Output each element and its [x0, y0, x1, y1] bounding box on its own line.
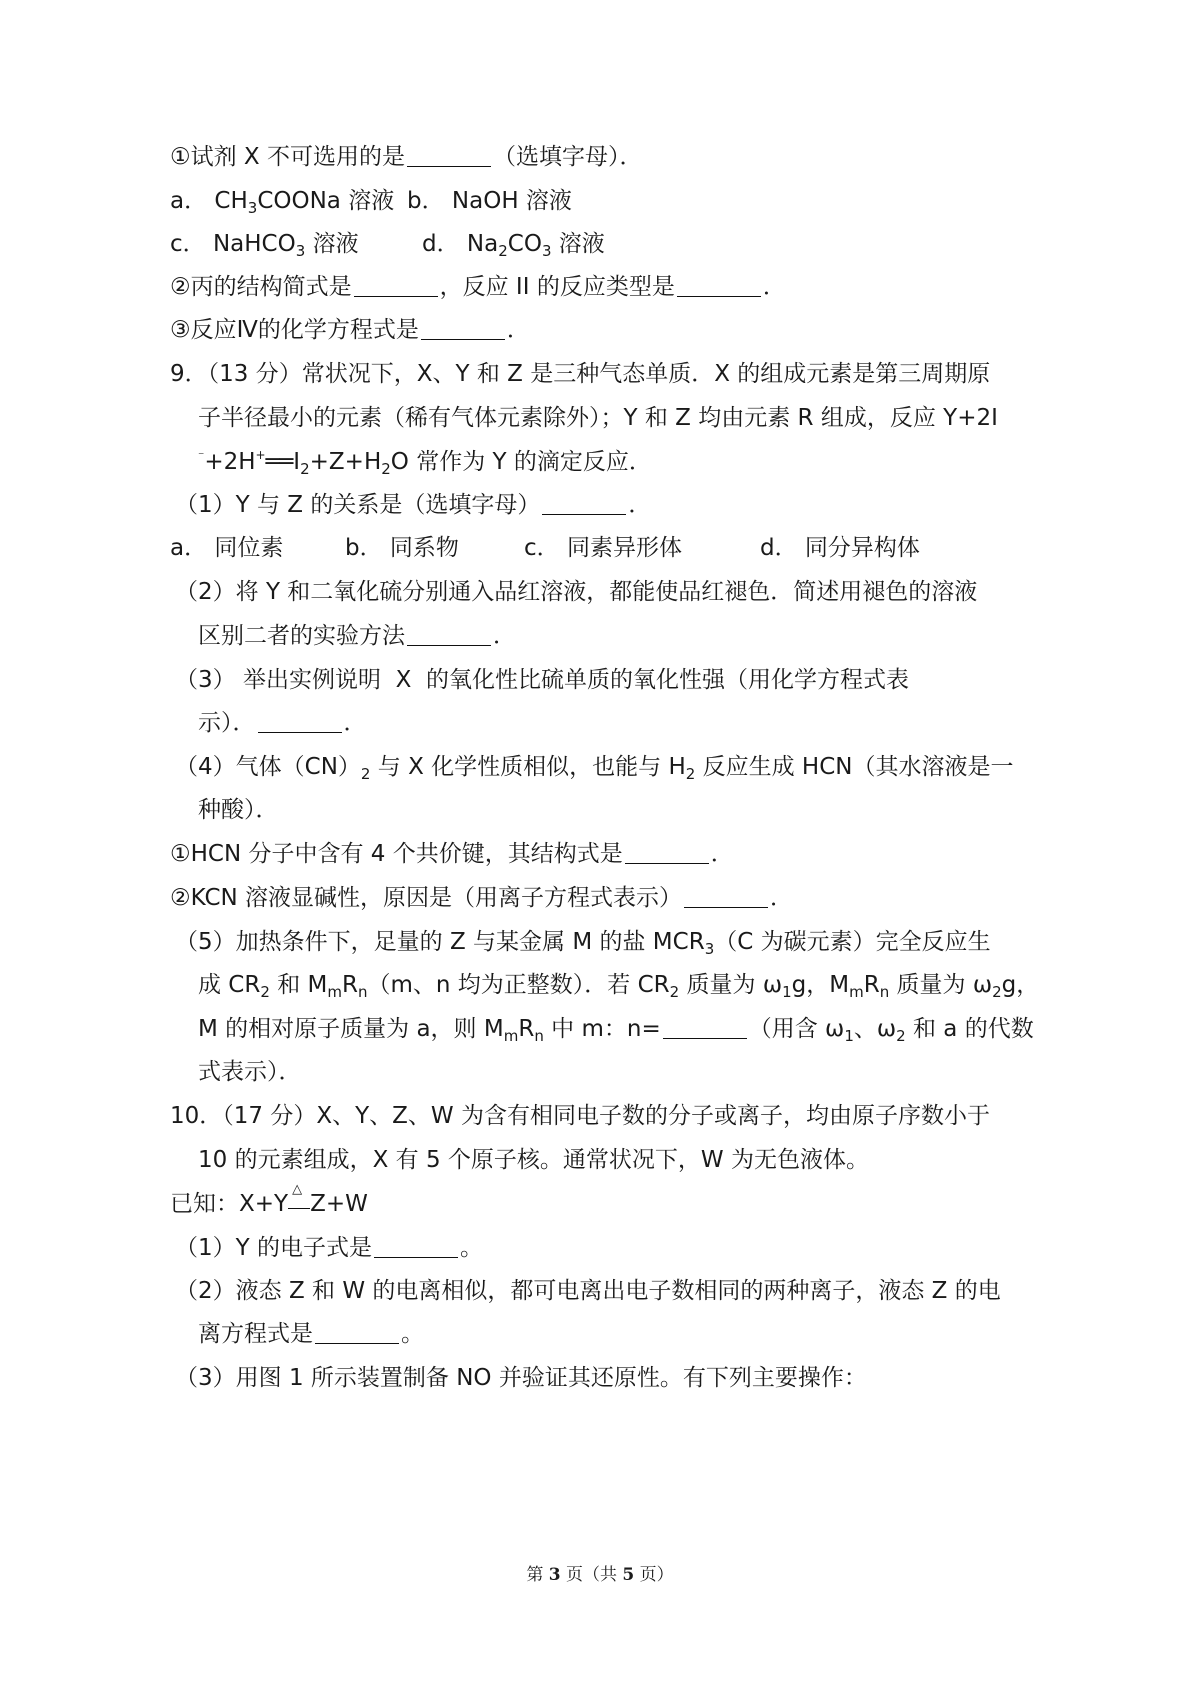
- q9-part-3-cont: [198, 708, 367, 738]
- question-10-line-2: [198, 1145, 869, 1175]
- answer-blank: [407, 144, 491, 167]
- text: 溶液: [551, 231, 605, 257]
- text: R: [863, 972, 880, 998]
- q9-part-4-item-2: [170, 883, 793, 913]
- subscript: 2: [300, 460, 310, 478]
- q9-part-5-cont-1: [198, 970, 1039, 1000]
- subscript: 3: [704, 940, 715, 958]
- q10-part-2: [175, 1276, 1001, 1306]
- text: ②丙的结构简式是: [170, 274, 352, 300]
- q9-part-5: [175, 927, 991, 957]
- text: （用含 ω: [748, 1016, 845, 1042]
- q10-part-1: [175, 1233, 483, 1263]
- q9-part-5-cont-3: [198, 1057, 302, 1087]
- answer-blank: [421, 317, 505, 340]
- text: ①HCN 分子中含有 4 个共价键，其结构式是: [170, 841, 623, 867]
- text: 反应生成 HCN（其水溶液是一: [695, 754, 1014, 780]
- text: R: [518, 1016, 535, 1042]
- text: +Z+H: [309, 449, 382, 475]
- text: 中 m：n=: [543, 1016, 661, 1042]
- text: （2）液态 Z 和 W 的电离相似，都可电离出电子数相同的两种离子，液态 Z 的电: [175, 1278, 1001, 1304]
- text: （m、n 均为正整数）．若 CR: [367, 972, 670, 998]
- subscript: 2: [381, 460, 391, 478]
- q9-part-1: [175, 490, 651, 520]
- subscript: n: [879, 983, 890, 1001]
- text: （4）气体（CN）: [175, 754, 361, 780]
- text: 质量为 ω: [679, 972, 783, 998]
- text: 、ω: [853, 1016, 897, 1042]
- q9-part-4-cont: [198, 795, 279, 825]
- text: （选填字母）．: [493, 144, 643, 170]
- answer-blank: [315, 1321, 399, 1344]
- text: a． 同位素: [170, 535, 284, 561]
- page-footer: [0, 1560, 1200, 1585]
- text: ．: [762, 274, 786, 300]
- subscript: 3: [295, 242, 306, 260]
- text: 成 CR: [198, 972, 261, 998]
- text: ．: [710, 841, 734, 867]
- subscript: 3: [247, 199, 258, 217]
- footer-text: 第: [526, 1565, 549, 1585]
- text: b． 同系物: [345, 535, 459, 561]
- text: 离方程式是: [198, 1321, 313, 1347]
- text: g，: [1001, 972, 1040, 998]
- text: （C 为碳元素）完全反应生: [714, 929, 991, 955]
- footer-text: 页）: [634, 1565, 674, 1585]
- answer-blank: [677, 274, 761, 297]
- text: ══I: [265, 449, 301, 475]
- text: 和 a 的代数: [905, 1016, 1034, 1042]
- text: 。: [401, 1321, 424, 1347]
- text: ③反应Ⅳ的化学方程式是: [170, 317, 419, 343]
- option-c: c． NaHCO: [170, 231, 296, 257]
- delta-icon: △: [292, 1182, 303, 1197]
- text: 种酸）．: [198, 797, 279, 823]
- line-2: [170, 186, 394, 216]
- text: 子半径最小的元素（稀有气体元素除外）；Y 和 Z 均由元素 R 组成，反应 Y+2I: [198, 405, 998, 431]
- subscript: 3: [541, 242, 552, 260]
- text: O 常作为 Y 的滴定反应．: [390, 449, 652, 475]
- text: ．: [770, 885, 794, 911]
- subscript: m: [503, 1027, 519, 1045]
- text: （3） 举出实例说明 X 的氧化性比硫单质的氧化性强（用化学方程式表: [175, 667, 909, 693]
- answer-blank: [625, 841, 709, 864]
- text: ．: [506, 317, 530, 343]
- q9-part-3: [175, 665, 909, 695]
- answer-blank: [542, 492, 626, 515]
- answer-blank: [258, 710, 342, 733]
- text: 10 的元素组成，X 有 5 个原子核。通常状况下，W 为无色液体。: [198, 1147, 869, 1173]
- q9-part-2-cont: [198, 621, 516, 651]
- subscript: 2: [260, 983, 270, 1001]
- page-number: 3: [548, 1565, 561, 1585]
- subscript: 2: [360, 765, 371, 783]
- option-c-tail: 溶液: [305, 231, 359, 257]
- q10-part-3: [175, 1363, 867, 1393]
- answer-blank: [663, 1016, 747, 1039]
- text: d． 同分异构体: [760, 535, 920, 561]
- superscript: ⁻: [198, 448, 205, 462]
- heating-arrow: [288, 1182, 310, 1219]
- option-a-tail: COONa 溶液: [257, 188, 395, 214]
- superscript: +: [255, 448, 266, 462]
- footer-text: 页（共: [560, 1565, 623, 1585]
- q9-option-c: [524, 533, 682, 563]
- q9-part-4-item-1: [170, 839, 734, 869]
- line-5: [170, 315, 530, 345]
- subscript: m: [327, 983, 342, 1001]
- text: 式表示）．: [198, 1059, 302, 1085]
- page-total: 5: [622, 1565, 635, 1585]
- line-3-d: [422, 229, 605, 259]
- text: CO: [507, 231, 542, 257]
- subscript: n: [357, 983, 368, 1001]
- text: 质量为 ω: [889, 972, 993, 998]
- text: 9．（13 分）常状况下，X、Y 和 Z 是三种气态单质．X 的组成元素是第三周期原: [170, 361, 991, 387]
- text: 和 M: [269, 972, 328, 998]
- q9-option-d: [760, 533, 920, 563]
- option-d: d． Na: [422, 231, 499, 257]
- text: ．: [343, 710, 367, 736]
- answer-blank: [374, 1235, 458, 1258]
- line-1: [170, 142, 643, 172]
- line-2-b: [407, 186, 572, 216]
- text: 区别二者的实验方法: [198, 623, 405, 649]
- subscript: 2: [498, 242, 508, 260]
- text: c． 同素异形体: [524, 535, 682, 561]
- text: （5）加热条件下，足量的 Z 与某金属 M 的盐 MCR: [175, 929, 705, 955]
- subscript: 2: [685, 765, 696, 783]
- option-b: b． NaOH 溶液: [407, 188, 572, 214]
- text: ②KCN 溶液显碱性，原因是（用离子方程式表示）: [170, 885, 683, 911]
- text: 已知：X+Y: [170, 1191, 289, 1217]
- answer-blank: [407, 623, 491, 646]
- question-9-line-2: [198, 403, 998, 433]
- text: 与 X 化学性质相似，也能与 H: [370, 754, 686, 780]
- subscript: m: [849, 983, 864, 1001]
- text: （1）Y 与 Z 的关系是（选填字母）: [175, 492, 541, 518]
- q9-option-b: [345, 533, 459, 563]
- known-equation: [170, 1182, 368, 1219]
- text: （3）用图 1 所示装置制备 NO 并验证其还原性。有下列主要操作：: [175, 1365, 867, 1391]
- subscript: 2: [896, 1027, 906, 1045]
- text: +2H: [204, 449, 256, 475]
- text: M 的相对原子质量为 a，则 M: [198, 1016, 504, 1042]
- question-9-line-1: [170, 359, 990, 389]
- line-4: [170, 272, 786, 302]
- question-10-line-1: [170, 1101, 990, 1131]
- line-3: [170, 229, 359, 259]
- text: 。: [460, 1235, 483, 1261]
- text: ．: [493, 623, 516, 649]
- q9-option-a: [170, 533, 283, 563]
- subscript: 1: [782, 983, 792, 1001]
- text: ，反应 II 的反应类型是: [439, 274, 675, 300]
- text: 示）．: [198, 710, 256, 736]
- answer-blank: [684, 885, 768, 908]
- q9-part-2: [175, 577, 977, 607]
- subscript: 2: [992, 983, 1002, 1001]
- text: ①试剂 X 不可选用的是: [170, 144, 405, 170]
- text: Z+W: [310, 1191, 368, 1217]
- text: （2）将 Y 和二氧化硫分别通入品红溶液，都能使品红褪色．简述用褪色的溶液: [175, 579, 978, 605]
- subscript: n: [534, 1027, 544, 1045]
- option-a: a． CH: [170, 188, 248, 214]
- answer-blank: [354, 274, 438, 297]
- q9-part-5-cont-2: [198, 1014, 1034, 1044]
- q9-part-4: [175, 752, 1013, 782]
- subscript: 2: [669, 983, 680, 1001]
- text: ．: [628, 492, 652, 518]
- text: （1）Y 的电子式是: [175, 1235, 372, 1261]
- text: g，M: [791, 972, 850, 998]
- subscript: 1: [844, 1027, 854, 1045]
- text: 10．（17 分）X、Y、Z、W 为含有相同电子数的分子或离子，均由原子序数小于: [170, 1103, 990, 1129]
- q10-part-2-cont: [198, 1319, 424, 1349]
- text: R: [342, 972, 358, 998]
- question-9-line-3: [198, 447, 652, 477]
